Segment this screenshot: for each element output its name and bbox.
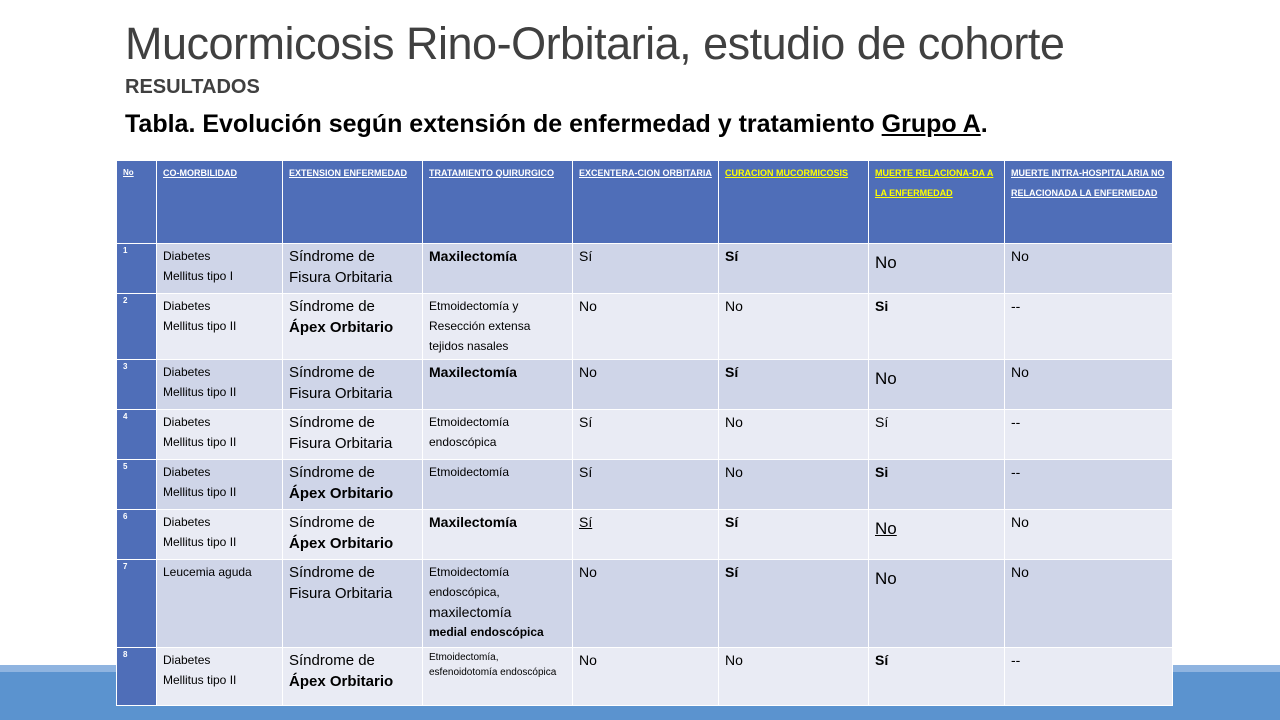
cell-exenteration: No [573, 560, 719, 648]
table-row [117, 560, 1173, 648]
cell-exenteration: Sí [573, 510, 719, 560]
table-row [117, 294, 1173, 360]
cell-comorbidity: Diabetes Mellitus tipo II [157, 360, 283, 410]
cell-exenteration: Sí [573, 410, 719, 460]
table-row [117, 360, 1173, 410]
cell-comorbidity: Diabetes Mellitus tipo I [157, 244, 283, 294]
cell-cure: Sí [719, 560, 869, 648]
row-number: 6 [117, 510, 157, 560]
cell-unrelated-death: -- [1005, 648, 1173, 706]
cell-extension: Síndrome de Fisura Orbitaria [283, 410, 423, 460]
caption-text: Tabla. Evolución según extensión de enfermedad y tratamiento [125, 110, 882, 138]
cell-comorbidity: Diabetes Mellitus tipo II [157, 410, 283, 460]
header-no: No [117, 161, 157, 244]
cell-unrelated-death: -- [1005, 410, 1173, 460]
header-exenteration: EXCENTERA-CION ORBITARIA [573, 161, 719, 244]
cell-related-death: No [869, 510, 1005, 560]
header-cure: CURACION MUCORMICOSIS [719, 161, 869, 244]
cell-cure: Sí [719, 360, 869, 410]
cell-extension: Síndrome de Ápex Orbitario [283, 294, 423, 360]
row-number: 3 [117, 360, 157, 410]
header-related-death: MUERTE RELACIONA-DA A LA ENFERMEDAD [869, 161, 1005, 244]
cell-related-death: Sí [869, 410, 1005, 460]
row-number: 5 [117, 460, 157, 510]
header-unrelated-death: MUERTE INTRA-HOSPITALARIA NO RELACIONADA LA ENFERMEDAD [1005, 161, 1173, 244]
cell-comorbidity: Leucemia aguda [157, 560, 283, 648]
slide-subtitle: RESULTADOS [125, 76, 260, 98]
cell-exenteration: No [573, 294, 719, 360]
cell-exenteration: No [573, 648, 719, 706]
cell-exenteration: Sí [573, 460, 719, 510]
cell-cure: Sí [719, 510, 869, 560]
header-extension: EXTENSION ENFERMEDAD [283, 161, 423, 244]
cell-cure: No [719, 460, 869, 510]
table-header-row [117, 161, 1173, 244]
cell-unrelated-death: -- [1005, 460, 1173, 510]
cell-treatment: Maxilectomía [423, 360, 573, 410]
row-number: 8 [117, 648, 157, 706]
cell-treatment: Etmoidectomía y Resección extensa tejidos nasales [423, 294, 573, 360]
table-row [117, 510, 1173, 560]
slide-title: Mucormicosis Rino-Orbitaria, estudio de cohorte [125, 18, 1065, 69]
cell-extension: Síndrome de Fisura Orbitaria [283, 560, 423, 648]
cell-related-death: No [869, 244, 1005, 294]
table-row [117, 648, 1173, 706]
row-number: 2 [117, 294, 157, 360]
cell-cure: No [719, 648, 869, 706]
table-row [117, 244, 1173, 294]
cell-cure: No [719, 410, 869, 460]
cell-extension: Síndrome de Ápex Orbitario [283, 648, 423, 706]
row-number: 1 [117, 244, 157, 294]
table-caption [125, 110, 988, 139]
cell-unrelated-death: No [1005, 244, 1173, 294]
row-number: 7 [117, 560, 157, 648]
table-row [117, 460, 1173, 510]
row-number: 4 [117, 410, 157, 460]
cell-treatment: Etmoidectomía endoscópica, maxilectomía medial endoscópica [423, 560, 573, 648]
cell-exenteration: No [573, 360, 719, 410]
cell-extension: Síndrome de Fisura Orbitaria [283, 244, 423, 294]
cell-comorbidity: Diabetes Mellitus tipo II [157, 460, 283, 510]
cell-related-death: Sí [869, 648, 1005, 706]
cell-comorbidity: Diabetes Mellitus tipo II [157, 294, 283, 360]
cell-related-death: Si [869, 294, 1005, 360]
cell-cure: Sí [719, 244, 869, 294]
cell-unrelated-death: No [1005, 560, 1173, 648]
cell-extension: Síndrome de Ápex Orbitario [283, 460, 423, 510]
cell-unrelated-death: -- [1005, 294, 1173, 360]
caption-group-link: Grupo A [881, 110, 981, 138]
cell-comorbidity: Diabetes Mellitus tipo II [157, 648, 283, 706]
cell-unrelated-death: No [1005, 510, 1173, 560]
caption-period: . [980, 110, 988, 138]
cell-related-death: No [869, 360, 1005, 410]
cell-treatment: Maxilectomía [423, 244, 573, 294]
header-treatment: TRATAMIENTO QUIRURGICO [423, 161, 573, 244]
cell-treatment: Etmoidectomía endoscópica [423, 410, 573, 460]
cell-extension: Síndrome de Ápex Orbitario [283, 510, 423, 560]
cell-cure: No [719, 294, 869, 360]
cell-treatment: Etmoidectomía [423, 460, 573, 510]
cell-related-death: No [869, 560, 1005, 648]
cell-extension: Síndrome de Fisura Orbitaria [283, 360, 423, 410]
cell-related-death: Si [869, 460, 1005, 510]
results-table [116, 160, 1173, 706]
table-row [117, 410, 1173, 460]
cell-comorbidity: Diabetes Mellitus tipo II [157, 510, 283, 560]
cell-unrelated-death: No [1005, 360, 1173, 410]
cell-treatment: Etmoidectomía, esfenoidotomía endoscópica [423, 648, 573, 706]
cell-exenteration: Sí [573, 244, 719, 294]
cell-treatment: Maxilectomía [423, 510, 573, 560]
header-comorbidity: CO-MORBILIDAD [157, 161, 283, 244]
